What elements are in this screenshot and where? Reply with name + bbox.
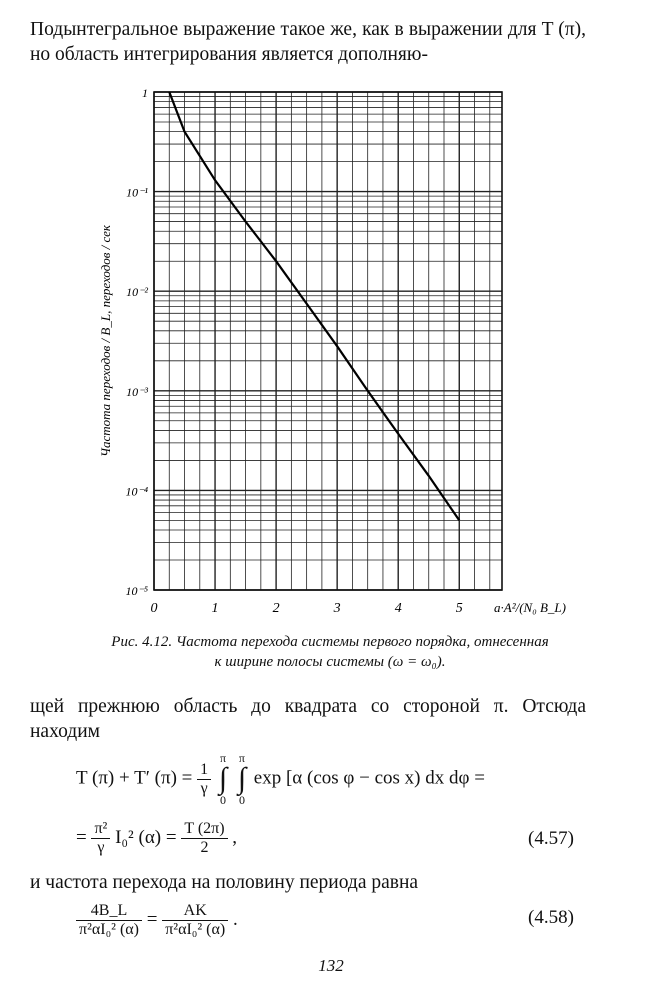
eq3-fraction-1	[76, 902, 142, 939]
series-line-transition-rate	[169, 92, 459, 520]
integral-upper-limit: π	[238, 751, 245, 765]
eq2-fraction-2	[181, 820, 227, 857]
figure-caption-line2: к ширине полосы системы (ω = ω₀).	[214, 654, 446, 670]
figure-caption-line1: Рис. 4.12. Частота перехода системы первого порядка, отнесенная	[111, 634, 549, 650]
y-tick-label: 10⁻²	[126, 285, 148, 300]
page-number: 132	[318, 956, 344, 975]
integral-upper-limit: π	[219, 751, 226, 765]
x-tick-label: 1	[211, 601, 219, 616]
x-tick-label: 5	[455, 601, 463, 616]
eq3-frac2-den: π²αI₀² (α)	[165, 921, 226, 938]
eq3-frac1-num: 4B_L	[76, 902, 142, 921]
equation-number-4-57: (4.57)	[528, 828, 574, 849]
eq3-frac2-num: AK	[162, 902, 228, 921]
eq1-fraction	[197, 761, 211, 798]
y-axis-label: Частота переходов / B_L, переходов / сек	[98, 225, 113, 457]
eq2-lead: =	[76, 826, 87, 848]
y-tick-label: 10⁻⁴	[125, 484, 148, 499]
paragraph-middle: щей прежнюю область до квадрата со стороной π. Отсюда находим	[30, 696, 586, 742]
figure-transition-rate	[96, 84, 566, 624]
eq1-frac-num: 1	[197, 761, 211, 780]
integral-x	[238, 752, 246, 806]
paragraph-transition: и частота перехода на половину периода равна	[30, 872, 419, 893]
eq1-frac-den: γ	[200, 779, 208, 797]
eq3-fraction-2	[162, 902, 228, 939]
y-tick-label: 1	[142, 86, 148, 100]
integral-phi	[219, 752, 227, 806]
y-tick-label: 10⁻³	[126, 384, 148, 399]
eq2-middle: I₀² (α) =	[115, 826, 177, 848]
x-axis-label: a·A²/(N₀ B_L)	[494, 600, 566, 615]
transition-rate-chart	[96, 84, 566, 624]
eq3-tail: .	[232, 908, 238, 930]
y-tick-label: 10⁻⁵	[125, 584, 148, 598]
equation-number-4-58: (4.58)	[528, 907, 574, 928]
eq2-frac1-num: π²	[91, 820, 110, 839]
equation-result	[76, 820, 237, 857]
eq1-lhs: T (π) + T′ (π) =	[76, 767, 193, 789]
x-tick-label: 0	[150, 601, 158, 616]
x-tick-label: 2	[272, 601, 280, 616]
integral-lower-limit: 0	[219, 793, 226, 807]
integral-lower-limit: 0	[238, 793, 245, 807]
equation-sum-integral	[76, 752, 485, 806]
eq2-tail: ,	[232, 826, 238, 848]
integral-sign: ∫	[237, 762, 247, 795]
eq2-frac2-num: T (2π)	[181, 820, 227, 839]
eq2-fraction-1	[91, 820, 110, 857]
x-tick-label: 4	[394, 601, 402, 616]
eq3-frac1-den: π²αI₀² (α)	[79, 921, 139, 938]
x-tick-label: 3	[333, 601, 341, 616]
y-tick-label: 10⁻¹	[126, 185, 148, 200]
integral-sign: ∫	[218, 762, 228, 795]
eq2-frac1-den: γ	[97, 839, 105, 856]
eq1-rhs: exp [α (cos φ − cos x) dx dφ =	[253, 767, 485, 789]
paragraph-intro: Подынтегральное выражение такое же, как в выражении для T (π), но область интегрирования является дополняю-	[30, 19, 586, 65]
equation-rate	[76, 902, 238, 939]
eq3-equals: =	[146, 908, 158, 930]
eq2-frac2-den: 2	[200, 839, 209, 856]
